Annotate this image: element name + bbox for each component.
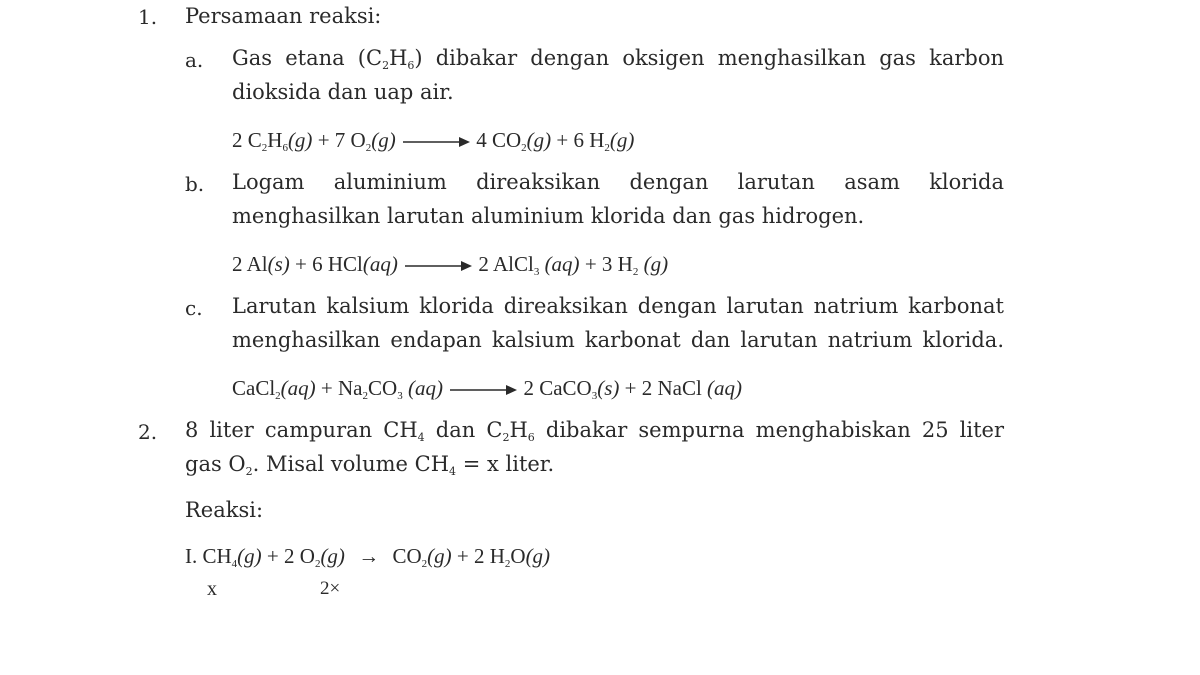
equation-a: 2 $C_2H_6(g) + 7$ $O_2(g)$ 4 $CO_2(g) + 6$ $H_2(g)$ — [232, 128, 635, 154]
coefficient-2x: 2× — [320, 578, 341, 599]
coefficient-x: x — [207, 578, 217, 600]
item-a-letter: a. — [185, 48, 204, 72]
item-b-letter: b. — [185, 172, 205, 196]
item-b-line-1: Logam aluminium direaksikan dengan larutan asam klorida — [232, 170, 1004, 194]
question-1-title: Persamaan reaksi: — [185, 4, 382, 28]
item-b-line-2: menghasilkan larutan aluminium klorida dan gas hidrogen. — [232, 204, 865, 228]
item-a-line-1: Gas etana $(C_2H_6)$ dibakar dengan oksigen menghasilkan gas karbon — [232, 46, 1004, 72]
equation-i: I. $CH_4(g) + 2$ $O_2(g) \to CO_2(g) + 2$ $H_2O(g)$ — [185, 544, 551, 570]
reaction-arrow-icon — [401, 135, 471, 149]
reaction-arrow-icon — [448, 383, 518, 397]
reaksi-label: Reaksi: — [185, 498, 264, 522]
question-2-line-2: gas $O_2$. Misal volume $CH_4 = x$ liter. — [185, 452, 555, 478]
item-c-line-2: menghasilkan endapan kalsium karbonat dan larutan natrium klorida. — [232, 328, 1004, 352]
item-a-line-2: dioksida dan uap air. — [232, 80, 454, 104]
item-c-letter: c. — [185, 296, 203, 320]
question-2-number: 2. — [138, 420, 158, 444]
item-c-line-1: Larutan kalsium klorida direaksikan dengan larutan natrium karbonat — [232, 294, 1004, 318]
question-2-line-1: 8 liter campuran $CH_4$ dan $C_2H_6$ dibakar sempurna menghabiskan 25 liter — [185, 418, 1005, 444]
equation-c: CaCl$_2$(aq) + $Na_2CO_3$ (aq) 2 CaCO$_3$(s) + 2 NaCl (aq) — [232, 376, 743, 402]
reaction-arrow-icon — [403, 259, 473, 273]
arrow-icon: → — [358, 544, 380, 568]
equation-b: 2 Al(s) + 6 HCl(aq) 2 AlCl$_3$ (aq) + 3 $H_2$ (g) — [232, 252, 669, 278]
question-1-number: 1. — [138, 5, 158, 29]
